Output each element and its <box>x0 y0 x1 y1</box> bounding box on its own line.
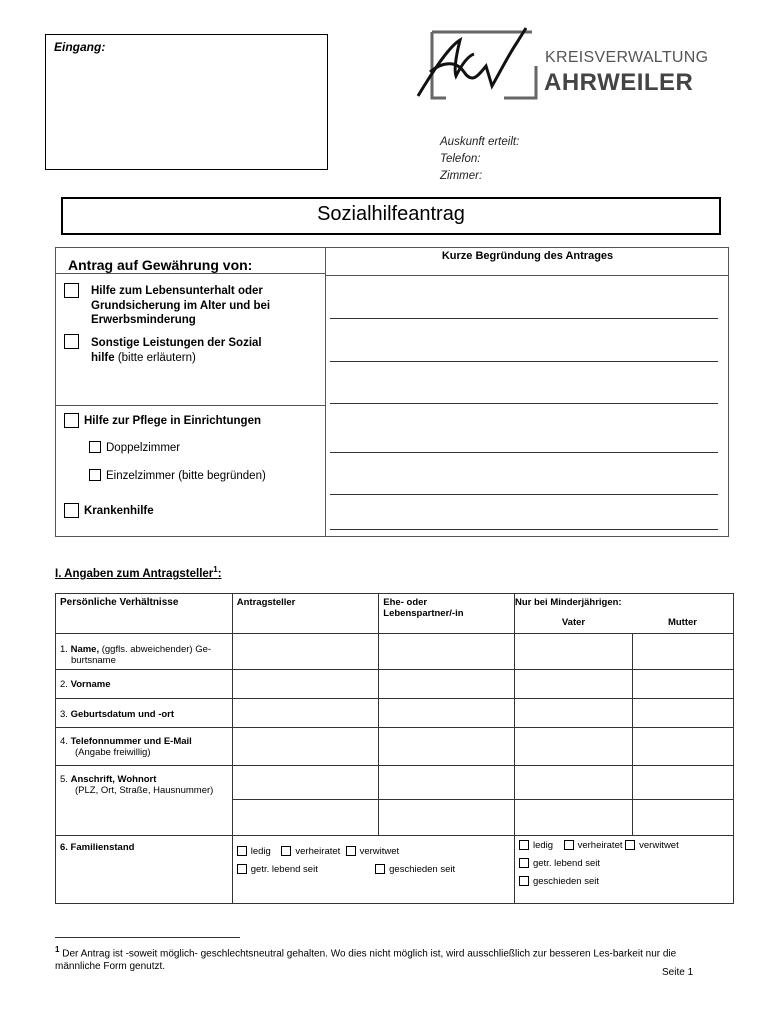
footnote: $^1$ Der Antrag ist -soweit möglich- geschlechtsneutral gehalten. Wo dies nicht möglich ist, wird ausschließlich zur besseren Les-barkeit nur die männliche Form genutzt. <box>55 945 677 973</box>
row-label: 5. Anschrift, Wohnort (PLZ, Ort, Straße, Hausnummer) <box>56 766 233 800</box>
row-label: 6. Familienstand <box>56 835 233 903</box>
input-cell[interactable] <box>514 699 632 728</box>
option-einzelzimmer: Einzelzimmer (bitte begründen) <box>106 470 266 482</box>
input-cell[interactable] <box>632 728 734 766</box>
table-row <box>56 728 734 766</box>
input-cell[interactable] <box>632 634 734 670</box>
row-label: 2. Vorname <box>56 670 233 699</box>
familienstand-options: ledig verheiratet verwitwet getr. lebend seit geschieden seit <box>232 835 514 903</box>
eingang-label: Eingang: <box>54 40 106 54</box>
divider <box>55 405 326 406</box>
option-hilfe-pflege: Hilfe zur Pflege in Einrichtungen <box>84 415 261 427</box>
logo-text-ahrweiler: AHRWEILER <box>544 69 694 96</box>
section-heading: I. Angaben zum Antragsteller$^1$: <box>55 565 222 580</box>
column-header: Antragsteller <box>232 594 379 634</box>
begruendung-line[interactable] <box>330 318 718 319</box>
checkbox-getrennt[interactable] <box>237 864 247 874</box>
input-cell[interactable] <box>232 634 379 670</box>
input-cell[interactable] <box>632 699 734 728</box>
table-row <box>56 670 734 699</box>
input-cell[interactable] <box>514 799 632 835</box>
footnote-divider <box>55 937 240 938</box>
input-cell[interactable] <box>379 766 515 800</box>
begruendung-line[interactable] <box>330 452 718 453</box>
table-row <box>56 634 734 670</box>
table-row <box>56 766 734 800</box>
zimmer-label: Zimmer: <box>440 170 483 182</box>
row-label: 4. Telefonnummer und E-Mail (Angabe freiwillig) <box>56 728 233 766</box>
input-cell[interactable] <box>514 728 632 766</box>
input-cell[interactable] <box>514 634 632 670</box>
table-row <box>56 835 734 903</box>
table-row <box>56 799 734 835</box>
checkbox-ledig[interactable] <box>237 846 247 856</box>
input-cell[interactable] <box>232 799 379 835</box>
input-cell[interactable] <box>232 699 379 728</box>
checkbox-doppelzimmer[interactable] <box>89 441 101 453</box>
divider <box>326 275 729 276</box>
option-lebensunterhalt: Hilfe zum Lebensunterhalt oder Grundsicherung im Alter und bei Erwerbsminderung <box>91 285 271 326</box>
input-cell[interactable] <box>514 766 632 800</box>
telefon-label: Telefon: <box>440 153 481 165</box>
checkbox-verheiratet[interactable] <box>281 846 291 856</box>
row-label: 3. Geburtsdatum und -ort <box>56 699 233 728</box>
page-title: Sozialhilfeantrag <box>317 203 465 225</box>
input-cell[interactable] <box>379 634 515 670</box>
title-box <box>61 197 721 235</box>
begruendung-line[interactable] <box>330 494 718 495</box>
begruendung-line[interactable] <box>330 529 718 530</box>
checkbox-ledig[interactable] <box>519 840 529 850</box>
checkbox-verheiratet[interactable] <box>564 840 574 850</box>
checkbox-lebensunterhalt[interactable] <box>64 283 79 298</box>
page-number: Seite 1 <box>662 967 694 978</box>
option-doppelzimmer: Doppelzimmer <box>106 442 181 454</box>
input-cell[interactable] <box>379 670 515 699</box>
input-cell[interactable] <box>514 670 632 699</box>
eingang-box <box>45 34 328 170</box>
logo-text-kreisverwaltung: KREISVERWALTUNG <box>545 49 709 66</box>
antrag-heading: Antrag auf Gewährung von: <box>68 257 253 273</box>
input-cell[interactable] <box>632 766 734 800</box>
input-cell[interactable] <box>232 670 379 699</box>
personal-data-table <box>55 593 734 904</box>
input-cell[interactable] <box>632 670 734 699</box>
input-cell[interactable] <box>379 728 515 766</box>
checkbox-verwitwet[interactable] <box>346 846 356 856</box>
input-cell[interactable] <box>632 799 734 835</box>
divider <box>325 247 326 537</box>
table-row <box>56 699 734 728</box>
checkbox-krankenhilfe[interactable] <box>64 503 79 518</box>
column-header: Nur bei Minderjährigen: Vater Mutter <box>514 594 733 634</box>
input-cell[interactable] <box>232 728 379 766</box>
column-header: Ehe- oder Lebenspartner/-in <box>379 594 515 634</box>
begruendung-line[interactable] <box>330 403 718 404</box>
option-krankenhilfe: Krankenhilfe <box>84 505 154 517</box>
input-cell[interactable] <box>379 799 515 835</box>
row-label: 1. Name, (ggfls. abweichender) Ge- burtsname <box>56 634 233 670</box>
checkbox-hilfe-pflege[interactable] <box>64 413 79 428</box>
checkbox-geschieden[interactable] <box>375 864 385 874</box>
row-label <box>56 799 233 835</box>
begruendung-line[interactable] <box>330 361 718 362</box>
checkbox-sonstige-leistungen[interactable] <box>64 334 79 349</box>
checkbox-geschieden[interactable] <box>519 876 529 886</box>
begruendung-heading: Kurze Begründung des Antrages <box>441 250 614 262</box>
input-cell[interactable] <box>232 766 379 800</box>
column-header: Persönliche Verhältnisse <box>56 594 233 634</box>
checkbox-verwitwet[interactable] <box>625 840 635 850</box>
divider <box>55 273 326 274</box>
option-sonstige-leistungen: Sonstige Leistungen der Sozial hilfe (bitte erläutern) <box>91 337 262 364</box>
checkbox-getrennt[interactable] <box>519 858 529 868</box>
checkbox-einzelzimmer[interactable] <box>89 469 101 481</box>
familienstand-options-parents: ledig verheiratet verwitwet getr. lebend seit geschieden seit <box>514 835 733 903</box>
auskunft-label: Auskunft erteilt: <box>440 136 520 148</box>
input-cell[interactable] <box>379 699 515 728</box>
